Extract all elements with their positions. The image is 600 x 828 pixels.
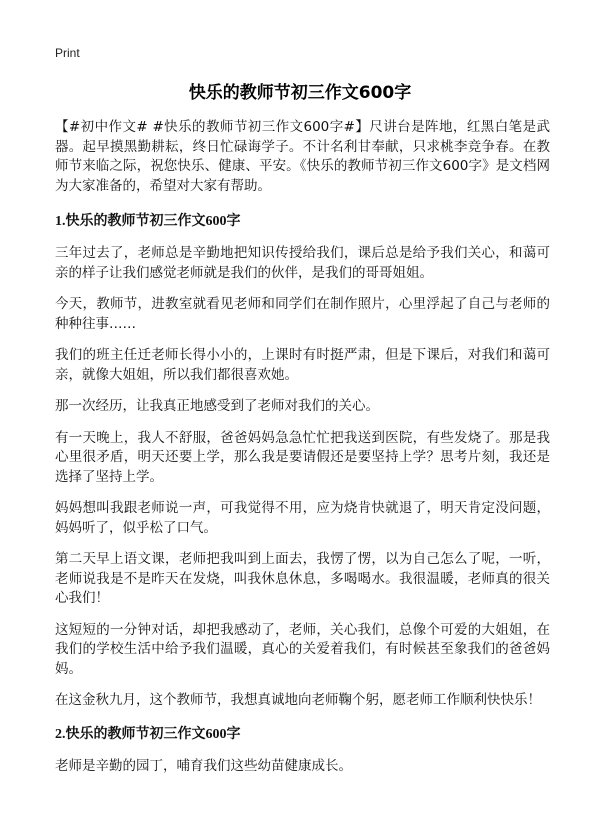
section-1-heading: 1.快乐的教师节初三作文600字: [55, 214, 241, 229]
paragraph: 在这金秋九月，这个教师节，我想真诚地向老师鞠个躬，愿老师工作顺利快快乐！: [55, 692, 541, 708]
paragraph: 第二天早上语文课，老师把我叫到上面去，我愣了愣，以为自己怎么了呢，一听，老师说我是不是昨天在发烧，叫我休息休息，多喝喝水。我很温暖，老师真的很关心我们！: [55, 551, 550, 606]
section-2-heading: 2.快乐的教师节初三作文600字: [55, 726, 241, 742]
paragraph: 那一次经历，让我真正地感受到了老师对我们的关心。: [55, 398, 379, 414]
paragraph: 今天，教师节，进教室就看见老师和同学们在制作照片，心里浮起了自己与老师的种种往事……: [55, 296, 550, 332]
print-label: Print: [55, 46, 80, 60]
document-title: 快乐的教师节初三作文600字: [188, 83, 412, 103]
paragraph: 这短短的一分钟对话，却把我感动了，老师，关心我们，总像个可爱的大姐姐，在我们的学校生活中给予我们温暖，真心的关爱着我们，有时候甚至象我们的爸爸妈妈。: [55, 621, 550, 677]
paragraph: 妈妈想叫我跟老师说一声，可我觉得不用，应为烧肯快就退了，明天肯定没问题，妈妈听了，似乎松了口气。: [55, 500, 550, 536]
intro-paragraph: 【#初中作文# #快乐的教师节初三作文600字#】尺讲台是阵地，红黑白笔是武器。起早摸黑勤耕耘，终日忙碌诲学子。不计名利甘奉献，只求桃李竞争春。在教师节来临之际，祝您快乐、健康、平安。《快乐的教师节初三作文600字》是文档网为大家准备的，希望对大家有帮助。: [55, 119, 550, 194]
paragraph: 有一天晚上，我人不舒服，爸爸妈妈急急忙忙把我送到医院，有些发烧了。那是我心里很矛盾，明天还要上学，那么我是要请假还是要坚持上学？思考片刻，我还是选择了坚持上学。: [55, 429, 550, 485]
paragraph: 我们的班主任迁老师长得小小的，上课时有时挺严肃，但是下课后，对我们和蔼可亲，就像大姐姐，所以我们都很喜欢她。: [55, 347, 550, 383]
paragraph: 老师是辛勤的园丁，哺育我们这些幼苗健康成长。: [55, 757, 352, 774]
paragraph: 三年过去了，老师总是辛勤地把知识传授给我们，课后总是给予我们关心，和蔼可亲的样子让我们感觉老师就是我们的伙伴，是我们的哥哥姐姐。: [55, 245, 550, 281]
document-body: [55, 118, 550, 788]
